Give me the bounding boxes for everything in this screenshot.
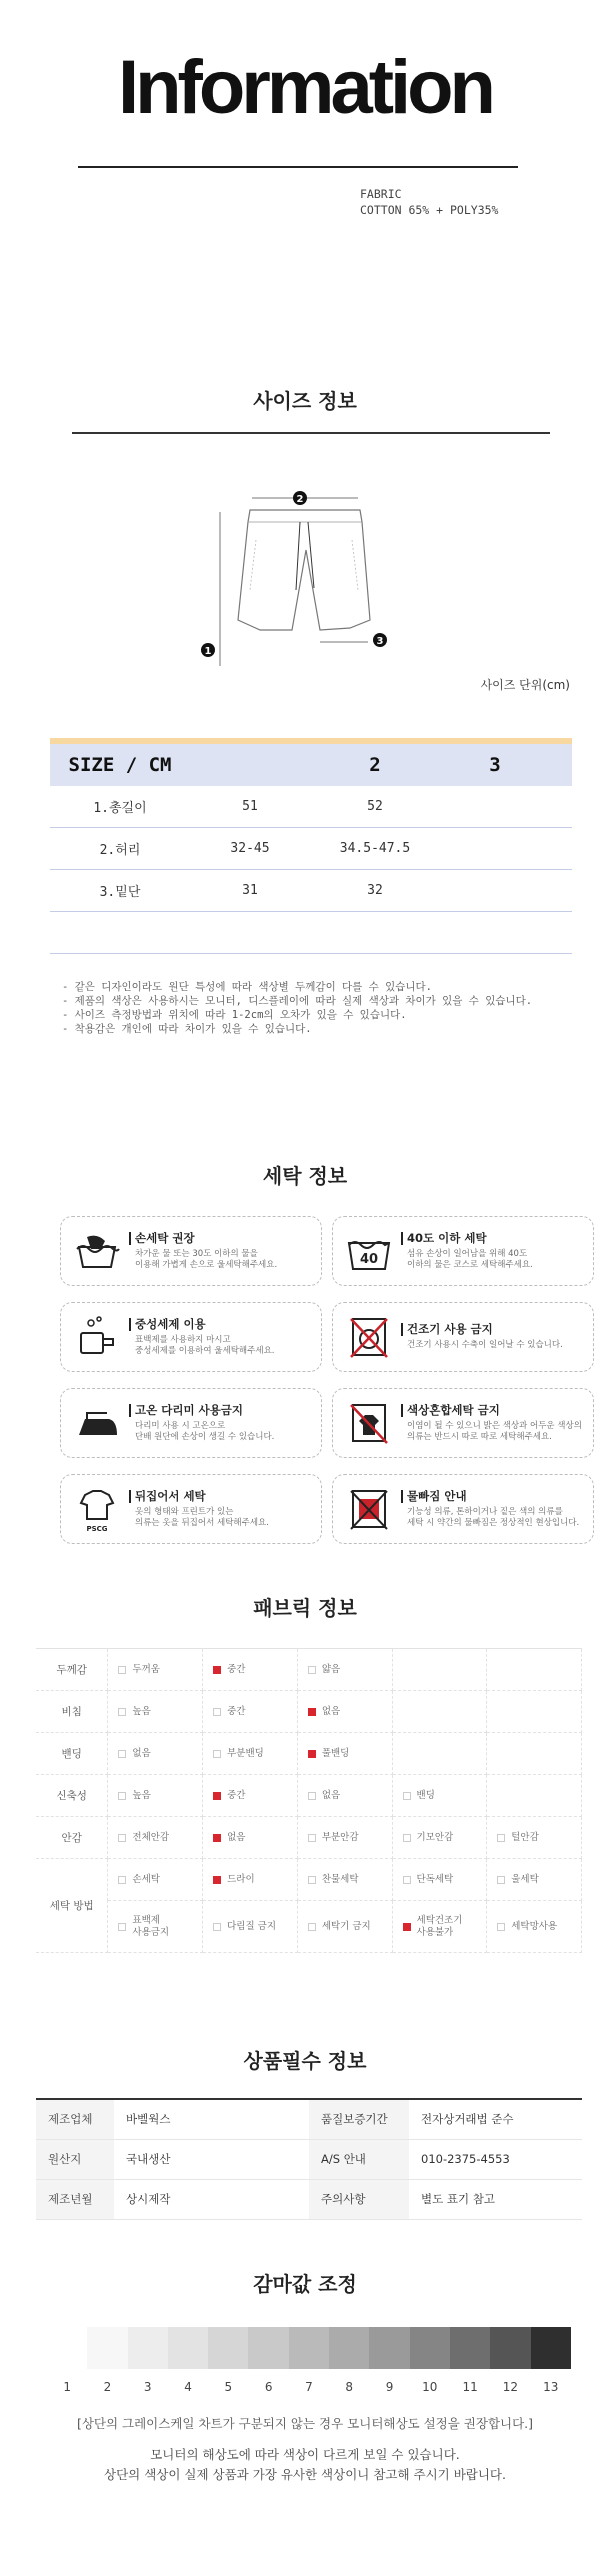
fabric-option bbox=[487, 1691, 582, 1733]
checked-box bbox=[213, 1834, 221, 1842]
size-notes bbox=[62, 980, 532, 1036]
grayscale-swatch bbox=[450, 2327, 490, 2369]
fabric-option bbox=[297, 1733, 392, 1775]
wash-name: 물빠짐 안내 bbox=[401, 1490, 593, 1503]
wash-desc: 표백제를 사용하지 마시고 bbox=[135, 1334, 231, 1345]
fabric-info-section-title: 패브릭 정보 bbox=[253, 1596, 357, 1620]
product-value: 바벨웍스 bbox=[114, 2099, 309, 2139]
fabric-option-line: 없음 bbox=[227, 1831, 246, 1843]
grayscale-number: 7 bbox=[305, 2380, 313, 2394]
fabric-option-label bbox=[322, 1664, 340, 1676]
fabric-option bbox=[297, 1691, 392, 1733]
marker-1-label: 1 bbox=[204, 646, 212, 657]
size-unit-label: 사이즈 단위(cm) bbox=[480, 678, 570, 692]
wash-name: 색상혼합세탁 금지 bbox=[401, 1404, 593, 1417]
fabric-option-line: 두꺼움 bbox=[132, 1663, 160, 1675]
product-value: 전자상거래법 준수 bbox=[409, 2099, 582, 2139]
product-key: 제조년월 bbox=[36, 2179, 114, 2219]
checked-box bbox=[213, 1876, 221, 1884]
fabric-option-line: 부분밴딩 bbox=[227, 1747, 264, 1759]
size-cell: 31 bbox=[242, 883, 258, 898]
wash-name: 손세탁 권장 bbox=[129, 1232, 321, 1245]
wash-desc: 기능성 의류, 톤하이거나 짙은 색의 의류를 bbox=[407, 1506, 563, 1517]
product-value: 010-2375-4553 bbox=[409, 2139, 582, 2179]
wash-text bbox=[129, 1404, 321, 1443]
table-row bbox=[36, 1733, 582, 1775]
grayscale-swatch bbox=[248, 2327, 288, 2369]
header-cell: 2 bbox=[369, 754, 381, 776]
fabric-option-line: 다림질 금지 bbox=[227, 1920, 277, 1932]
fabric-option-line: 높음 bbox=[132, 1705, 151, 1717]
grayscale-number: 2 bbox=[103, 2380, 112, 2394]
fabric-option bbox=[392, 1775, 487, 1817]
wash-card bbox=[332, 1388, 594, 1458]
fabric-option-label bbox=[511, 1921, 557, 1933]
size-section-divider bbox=[72, 432, 550, 434]
grayscale-swatch bbox=[531, 2327, 571, 2369]
fabric-option bbox=[392, 1901, 487, 1953]
product-value: 상시제작 bbox=[114, 2179, 309, 2219]
header-divider bbox=[78, 166, 518, 168]
fabric-option-label bbox=[132, 1874, 160, 1886]
fabric-option bbox=[108, 1775, 203, 1817]
fabric-option bbox=[487, 1733, 582, 1775]
wash-card bbox=[60, 1388, 322, 1458]
gamma-notice bbox=[0, 2445, 610, 2485]
fabric-option-label bbox=[417, 1790, 435, 1802]
fabric-row-label: 두께감 bbox=[36, 1649, 108, 1691]
wash-name: 40도 이하 세탁 bbox=[401, 1232, 593, 1245]
wash-card bbox=[332, 1474, 594, 1544]
unchecked-box bbox=[308, 1923, 316, 1931]
checked-box bbox=[308, 1708, 316, 1716]
fabric-option-label bbox=[227, 1921, 276, 1933]
fabric-option bbox=[392, 1817, 487, 1859]
product-value: 별도 표기 참고 bbox=[409, 2179, 582, 2219]
wash-desc: 건조기 사용시 수축이 일어날 수 있습니다. bbox=[407, 1340, 563, 1350]
table-row bbox=[36, 2099, 582, 2139]
wash-text bbox=[129, 1318, 321, 1357]
wash-name: 중성세제 이용 bbox=[129, 1318, 321, 1331]
fabric-option-label bbox=[132, 1790, 150, 1802]
table-row bbox=[50, 828, 572, 870]
grayscale-number: 8 bbox=[345, 2380, 354, 2394]
fabric-option-line: 중간 bbox=[227, 1789, 246, 1801]
unchecked-box bbox=[118, 1666, 126, 1674]
unchecked-box bbox=[213, 1923, 221, 1931]
fabric-row-label: 밴딩 bbox=[36, 1733, 108, 1775]
wash-desc: 단배 원단에 손상이 생길 수 있습니다. bbox=[135, 1431, 275, 1442]
fabric-option bbox=[203, 1901, 298, 1953]
header-cell: 3 bbox=[489, 754, 501, 776]
fabric-option-line: 사용불가 bbox=[416, 1926, 454, 1938]
fabric-composition bbox=[360, 186, 498, 218]
grayscale-swatch bbox=[168, 2327, 208, 2369]
wash-desc: 이용해 가볍게 손으로 울세탁해주세요. bbox=[135, 1259, 278, 1270]
fabric-option-line: 얇음 bbox=[321, 1663, 341, 1675]
fabric-option-line: 높음 bbox=[132, 1789, 151, 1801]
fabric-option-label bbox=[417, 1915, 463, 1939]
table-row bbox=[50, 786, 572, 828]
fabric-option-label bbox=[417, 1874, 454, 1886]
fabric-option bbox=[297, 1901, 392, 1953]
unchecked-box bbox=[497, 1923, 505, 1931]
information-title: Information bbox=[118, 45, 492, 130]
fabric-option-line: 손세탁 bbox=[132, 1873, 160, 1885]
grayscale-swatch bbox=[128, 2327, 168, 2369]
fabric-option-line: 사용금지 bbox=[132, 1926, 170, 1938]
table-row bbox=[36, 1691, 582, 1733]
fabric-option bbox=[487, 1901, 582, 1953]
fabric-option bbox=[487, 1775, 582, 1817]
fabric-option-label bbox=[227, 1706, 245, 1718]
wash-card bbox=[60, 1302, 322, 1372]
unchecked-box bbox=[497, 1834, 505, 1842]
fabric-option bbox=[108, 1817, 203, 1859]
checked-box bbox=[308, 1750, 316, 1758]
fabric-option-line: 없음 bbox=[321, 1705, 341, 1717]
wash-desc: 의류는 옷을 뒤집어서 세탁해주세요. bbox=[135, 1517, 269, 1528]
grayscale-number: 3 bbox=[143, 2380, 152, 2394]
note-line: - 착용감은 개인에 따라 차이가 있을 수 있습니다. bbox=[62, 1023, 312, 1035]
table-row bbox=[36, 2179, 582, 2219]
fabric-option-label bbox=[511, 1832, 539, 1844]
wash-desc: 옷의 형태와 프린트가 있는 bbox=[135, 1506, 234, 1517]
grayscale-swatch bbox=[410, 2327, 450, 2369]
fabric-option bbox=[203, 1691, 298, 1733]
inside-out-icon bbox=[73, 1485, 121, 1533]
note-line: - 사이즈 측정방법과 위치에 따라 1-2cm의 오차가 있을 수 있습니다. bbox=[62, 1009, 407, 1021]
wash-name: 뒤집어서 세탁 bbox=[129, 1490, 321, 1503]
unchecked-box bbox=[118, 1750, 126, 1758]
fabric-option-line: 없음 bbox=[132, 1747, 151, 1759]
wash-text bbox=[401, 1404, 593, 1443]
wash-name: 고온 다리미 사용금지 bbox=[129, 1404, 321, 1417]
wash-desc: 세탁 시 약간의 물빠짐은 정상적인 현상입니다. bbox=[407, 1517, 580, 1528]
neutral-detergent-icon bbox=[73, 1313, 121, 1361]
wash-icon-label: 40 bbox=[359, 1252, 379, 1267]
table-row bbox=[50, 870, 572, 912]
no-dryer-icon bbox=[345, 1313, 393, 1361]
unchecked-box bbox=[308, 1666, 316, 1674]
fabric-option-line: 기모안감 bbox=[416, 1831, 454, 1843]
fabric-row-label: 신축성 bbox=[36, 1775, 108, 1817]
fabric-option-line: 세탁건조기 bbox=[416, 1914, 463, 1926]
fabric-option-line: 없음 bbox=[321, 1789, 341, 1801]
unchecked-box bbox=[497, 1876, 505, 1884]
fabric-option-label bbox=[511, 1874, 539, 1886]
note-line: - 같은 디자인이라도 원단 특성에 따라 색상별 두께감이 다를 수 있습니다. bbox=[62, 981, 433, 993]
fabric-option-line: 중간 bbox=[227, 1663, 246, 1675]
unchecked-box bbox=[403, 1876, 411, 1884]
fabric-option-line: 풀밴딩 bbox=[321, 1747, 350, 1759]
wash-card bbox=[60, 1474, 322, 1544]
fabric-option-line: 전체안감 bbox=[132, 1831, 170, 1843]
unchecked-box bbox=[308, 1792, 316, 1800]
table-row bbox=[36, 1817, 582, 1859]
fabric-option-label bbox=[417, 1832, 454, 1844]
grayscale-swatch bbox=[369, 2327, 409, 2369]
checked-box bbox=[213, 1666, 221, 1674]
grayscale-number: 6 bbox=[264, 2380, 273, 2394]
product-section-title: 상품필수 정보 bbox=[243, 2049, 367, 2073]
table-row bbox=[36, 1649, 582, 1691]
fabric-option-label bbox=[322, 1790, 340, 1802]
grayscale-numbers bbox=[47, 2380, 571, 2394]
fabric-option bbox=[392, 1733, 487, 1775]
fabric-option-line: 찬물세탁 bbox=[321, 1873, 359, 1885]
grayscale-swatch bbox=[329, 2327, 369, 2369]
fabric-option bbox=[297, 1817, 392, 1859]
note-line: - 제품의 색상은 사용하시는 모니터, 디스플레이에 따라 실제 색상과 차이가 있을 수 있습니다. bbox=[62, 995, 533, 1007]
shorts-size-diagram bbox=[190, 470, 430, 700]
fabric-option-label bbox=[322, 1874, 359, 1886]
table-row bbox=[36, 2139, 582, 2179]
fabric-option-line: 세탁망사용 bbox=[511, 1920, 558, 1932]
fabric-option bbox=[487, 1859, 582, 1901]
fabric-option bbox=[487, 1649, 582, 1691]
grayscale-number: 10 bbox=[422, 2380, 438, 2394]
fabric-option-label bbox=[322, 1706, 340, 1718]
fabric-option-line: 드라이 bbox=[227, 1873, 255, 1885]
gamma-note: [상단의 그레이스케일 차트가 구분되지 않는 경우 모니터해상도 설정을 권장합니다.] bbox=[76, 2416, 534, 2431]
gamma-notice-line: 상단의 색상이 실제 상품과 가장 유사한 색상이니 참고해 주시기 바랍니다. bbox=[104, 2467, 506, 2482]
fabric-value: COTTON 65% + POLY35% bbox=[360, 203, 499, 217]
grayscale-number: 5 bbox=[224, 2380, 233, 2394]
unchecked-box bbox=[308, 1834, 316, 1842]
fabric-option-label bbox=[132, 1832, 169, 1844]
unchecked-box bbox=[118, 1708, 126, 1716]
gamma-notice-line: 모니터의 해상도에 따라 색상이 다르게 보일 수 있습니다. bbox=[150, 2447, 460, 2462]
gamma-section-title: 감마값 조정 bbox=[253, 2272, 357, 2296]
size-cell: 32-45 bbox=[230, 841, 270, 856]
product-key: 품질보증기간 bbox=[309, 2099, 409, 2139]
header-cell: SIZE / CM bbox=[68, 754, 172, 776]
unchecked-box bbox=[308, 1876, 316, 1884]
fabric-option bbox=[203, 1817, 298, 1859]
fabric-option bbox=[487, 1817, 582, 1859]
fabric-option-label bbox=[322, 1748, 350, 1760]
size-table bbox=[50, 738, 572, 954]
fabric-option-label bbox=[322, 1832, 359, 1844]
size-cell: 34.5-47.5 bbox=[339, 841, 411, 856]
grayscale-number: 13 bbox=[543, 2380, 559, 2394]
fabric-label: FABRIC bbox=[360, 187, 402, 201]
grayscale-number: 12 bbox=[502, 2380, 519, 2394]
product-info-table bbox=[36, 2098, 582, 2220]
grayscale-number: 4 bbox=[184, 2380, 192, 2394]
wash-text bbox=[401, 1490, 593, 1529]
fabric-option-label bbox=[132, 1706, 150, 1718]
wash-desc: 차가운 물 또는 30도 이하의 물을 bbox=[135, 1248, 258, 1259]
fabric-option bbox=[392, 1691, 487, 1733]
wash-text bbox=[129, 1232, 321, 1271]
fabric-option-label bbox=[227, 1790, 245, 1802]
table-row bbox=[36, 1901, 582, 1953]
fabric-option-line: 울세탁 bbox=[511, 1873, 539, 1885]
fabric-option bbox=[297, 1649, 392, 1691]
checked-box bbox=[403, 1923, 411, 1931]
unchecked-box bbox=[118, 1923, 126, 1931]
fabric-option-line: 세탁기 금지 bbox=[321, 1920, 371, 1932]
fabric-option-line: 중간 bbox=[227, 1705, 246, 1717]
wash-name: 건조기 사용 금지 bbox=[401, 1323, 593, 1336]
product-key: A/S 안내 bbox=[309, 2139, 409, 2179]
fabric-row-label: 세탁 방법 bbox=[36, 1859, 108, 1953]
wash-card bbox=[60, 1216, 322, 1286]
fabric-option-line: 단독세탁 bbox=[416, 1873, 454, 1885]
table-row bbox=[50, 912, 572, 954]
fabric-option-label bbox=[227, 1832, 245, 1844]
table-row bbox=[36, 1775, 582, 1817]
size-section-title: 사이즈 정보 bbox=[253, 389, 357, 413]
unchecked-box bbox=[213, 1750, 221, 1758]
wash-section-title: 세탁 정보 bbox=[262, 1164, 348, 1188]
table-row bbox=[36, 1859, 582, 1901]
grayscale-swatch bbox=[208, 2327, 248, 2369]
fabric-row-label: 비침 bbox=[36, 1691, 108, 1733]
size-cell: 3.밑단 bbox=[99, 885, 141, 900]
wash-desc: 의류는 반드시 따로 따로 세탁해주세요. bbox=[407, 1431, 552, 1442]
product-key: 주의사항 bbox=[309, 2179, 409, 2219]
checked-box bbox=[213, 1792, 221, 1800]
wash-text bbox=[401, 1232, 593, 1271]
unchecked-box bbox=[403, 1792, 411, 1800]
marker-2-label: 2 bbox=[296, 494, 304, 505]
fabric-option bbox=[297, 1775, 392, 1817]
fabric-option bbox=[297, 1859, 392, 1901]
grayscale-swatch bbox=[87, 2327, 127, 2369]
wash-text bbox=[401, 1323, 593, 1351]
fabric-info-table bbox=[36, 1648, 582, 1953]
fabric-option-line: 털안감 bbox=[511, 1831, 539, 1843]
unchecked-box bbox=[118, 1834, 126, 1842]
fabric-option bbox=[392, 1859, 487, 1901]
fabric-option-label bbox=[132, 1664, 160, 1676]
size-cell: 51 bbox=[242, 799, 258, 814]
fabric-option-line: 표백제 bbox=[132, 1914, 160, 1926]
fabric-option bbox=[392, 1649, 487, 1691]
wash-text bbox=[129, 1490, 321, 1529]
size-cell: 2.허리 bbox=[99, 843, 141, 858]
fabric-option bbox=[108, 1691, 203, 1733]
grayscale-swatch bbox=[490, 2327, 530, 2369]
hand-wash-icon bbox=[73, 1227, 121, 1275]
wash-desc: 중성세제를 이용하여 울세탁해주세요. bbox=[135, 1345, 275, 1356]
fabric-option-line: 밴딩 bbox=[416, 1789, 435, 1801]
size-cell: 1.총길이 bbox=[93, 801, 147, 816]
unchecked-box bbox=[213, 1708, 221, 1716]
product-key: 제조업체 bbox=[36, 2099, 114, 2139]
grayscale-number: 9 bbox=[385, 2380, 394, 2394]
no-color-mix-icon bbox=[345, 1399, 393, 1447]
wash-icon-label: PSCG bbox=[86, 1525, 108, 1533]
fabric-option-label bbox=[227, 1748, 264, 1760]
wash-desc: 다리미 사용 시 고온으로 bbox=[135, 1420, 226, 1431]
wash-desc: 이하의 물은 코스로 세탁해주세요. bbox=[407, 1259, 533, 1270]
wash-desc: 섬유 손상이 일어남을 위해 40도 bbox=[407, 1248, 528, 1259]
grayscale-swatch bbox=[47, 2327, 87, 2369]
unchecked-box bbox=[403, 1834, 411, 1842]
fabric-option bbox=[108, 1733, 203, 1775]
fabric-option bbox=[108, 1901, 203, 1953]
grayscale-number: 11 bbox=[462, 2380, 478, 2394]
color-bleed-icon bbox=[345, 1485, 393, 1533]
unchecked-box bbox=[118, 1792, 126, 1800]
product-value: 국내생산 bbox=[114, 2139, 309, 2179]
fabric-option bbox=[203, 1859, 298, 1901]
fabric-row-label: 안감 bbox=[36, 1817, 108, 1859]
size-table-header bbox=[50, 744, 572, 786]
fabric-option-label bbox=[322, 1921, 371, 1933]
wash-card bbox=[332, 1302, 594, 1372]
marker-3-label: 3 bbox=[376, 636, 384, 647]
fabric-option-label bbox=[227, 1874, 255, 1886]
size-cell: 32 bbox=[367, 883, 383, 898]
wash-card bbox=[332, 1216, 594, 1286]
grayscale-swatch bbox=[289, 2327, 329, 2369]
fabric-option-label bbox=[227, 1664, 245, 1676]
grayscale-strip bbox=[47, 2327, 571, 2369]
unchecked-box bbox=[118, 1876, 126, 1884]
fabric-option bbox=[203, 1733, 298, 1775]
fabric-option bbox=[108, 1649, 203, 1691]
wash-desc: 이염이 될 수 있으니 밝은 색상과 어두운 색상의 bbox=[407, 1420, 582, 1431]
grayscale-number: 1 bbox=[63, 2380, 71, 2394]
fabric-option-label bbox=[132, 1915, 169, 1939]
fabric-option-label bbox=[132, 1748, 150, 1760]
wash-40-icon bbox=[345, 1227, 393, 1275]
product-key: 원산지 bbox=[36, 2139, 114, 2179]
fabric-option-line: 부분안감 bbox=[321, 1831, 359, 1843]
fabric-option bbox=[203, 1649, 298, 1691]
size-cell: 52 bbox=[367, 799, 383, 814]
no-high-iron-icon bbox=[73, 1399, 121, 1447]
fabric-option bbox=[108, 1859, 203, 1901]
fabric-option bbox=[203, 1775, 298, 1817]
